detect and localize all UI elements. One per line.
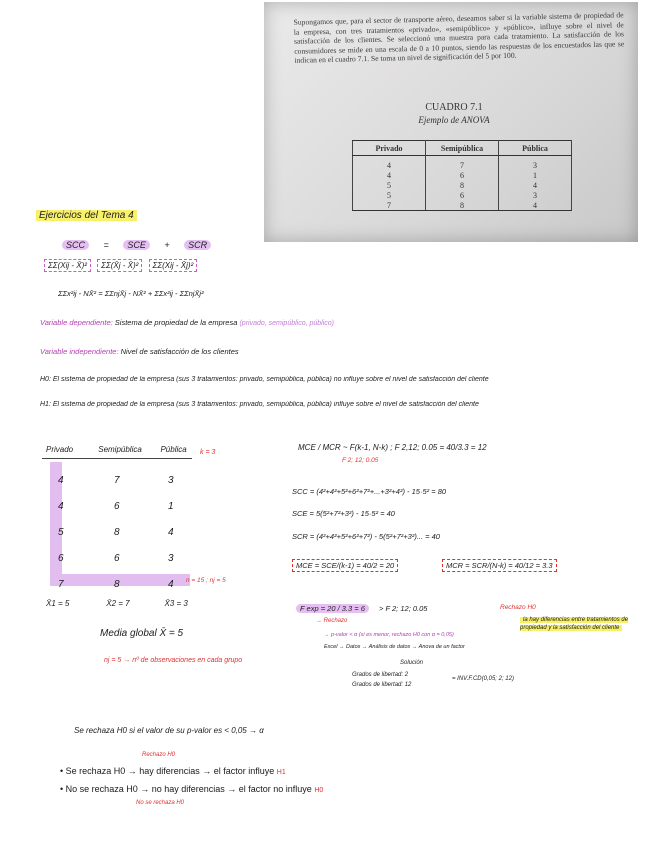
var-independiente: Variable independiente: Nivel de satisfacción de los clientes — [40, 347, 239, 356]
nj-note: nj = 5 → nº de observaciones en cada grupo — [104, 657, 243, 664]
cuadro-title: CUADRO 7.1 — [425, 102, 483, 113]
side-note-4: Grados de libertad: 12 — [352, 682, 412, 688]
bullet-2: • No se rechaza H0 → no hay diferencias → el factor no influye H0 — [60, 784, 324, 794]
f-sub: F 2; 12; 0.05 — [342, 457, 379, 464]
anova-table — [352, 140, 572, 211]
table-rule — [42, 458, 192, 459]
cell: 3 — [499, 156, 572, 171]
table-row: 5 8 4 — [58, 527, 174, 538]
cell: 8 — [426, 200, 499, 211]
header-semipublica: Semipública — [426, 141, 499, 156]
table-row — [353, 190, 572, 200]
textbook-photo — [264, 2, 638, 242]
table-row: 6 6 3 — [58, 553, 174, 564]
table-row — [353, 170, 572, 180]
expanded-formula: ΣΣx²ij - NX̄² = ΣΣnjX̄j - NX̄² + ΣΣx²ij - ΣΣnjX̄j² — [58, 289, 204, 298]
f-ratio: MCE / MCR ~ F(k-1, N-k) ; F 2,12; 0.05 = 40/3.3 = 12 — [298, 443, 487, 452]
mcr-box: MCR = SCR/(N-k) = 40/12 = 3.3 — [442, 561, 557, 570]
cell: 7 — [426, 156, 499, 171]
cell: 7 — [353, 200, 426, 211]
cell: 6 — [426, 190, 499, 200]
conclusion: la hay diferencias entre tratamientos de propiedad y la satisfacción del cliente — [520, 617, 629, 631]
rechaza-line: Se rechaza H0 si el valor de su p-valor es < 0,05 → α — [74, 726, 264, 735]
left-table-body — [58, 468, 174, 598]
hypothesis-h0: H0: El sistema de propiedad de la empresa (sus 3 tratamientos: privado, semipública, pública) no influye sobre el nivel de satisfacción del cliente — [40, 376, 489, 383]
cell: 5 — [353, 180, 426, 190]
cell: 4 — [353, 156, 426, 171]
table-row — [353, 156, 572, 171]
bullet-dot: • — [60, 766, 64, 776]
notes-heading: Ejercicios del Tema 4 — [36, 210, 137, 221]
table-row — [353, 180, 572, 190]
n-note: n = 15 ; nj = 5 — [186, 577, 226, 584]
problem-statement: Supongamos que, para el sector de transporte aéreo, deseamos saber si la variable sistema de propiedad de la empresa, con tres tratamientos «privado», «semipúblico» y «público», influye sobre el nivel de satisfacción de los clientes. Se seleccionó una muestra para cada tratamiento. La satisfacción de los consumidores se mide en una escala de 0 a 10 puntos, siendo las respuestas de los encuestados las que se indican en el cuadro 7.1. Se toma un nivel de significación del 5 por 100. — [293, 10, 625, 66]
table-row: 7 8 4 — [58, 579, 174, 590]
header-privado: Privado — [353, 141, 426, 156]
hypothesis-h1: H1: El sistema de propiedad de la empresa (sus 3 tratamientos: privado, semipública, pública) influye sobre el nivel de satisfacción del cliente — [40, 401, 479, 408]
side-note-2: Excel → Datos → Análisis de datos → Anova de un factor — [324, 644, 465, 650]
rechaza-tag: Rechazo H0 — [500, 604, 536, 611]
cell: 5 — [353, 190, 426, 200]
k-note: k = 3 — [200, 449, 216, 456]
group-means: X̄1 = 5 X̄2 = 7 X̄3 = 3 — [46, 599, 188, 608]
table-row: 4 6 1 — [58, 501, 174, 512]
cell: 4 — [499, 180, 572, 190]
scr-calc: SCR = (4²+4²+5²+6²+7²) - 5(5²+7²+3²)... = 40 — [292, 532, 440, 541]
left-table-headers: Privado Semipública Pública — [46, 445, 187, 454]
cell: 4 — [499, 200, 572, 211]
cell: 4 — [353, 170, 426, 180]
var-dependiente: Variable dependiente: Sistema de propiedad de la empresa (privado, semipúblico, público) — [40, 318, 335, 327]
table-header-row — [353, 141, 572, 156]
grand-mean: Media global X̄ = 5 — [100, 628, 184, 639]
bullet-dot: • — [60, 784, 64, 794]
solucion-label: Solución — [400, 660, 424, 666]
bullet1-tag: Rechazo H0 — [142, 752, 176, 758]
red-note: → Rechazo — [316, 618, 348, 624]
bullet2-tag: No se rechaza H0 — [136, 800, 185, 806]
cuadro-subtitle: Ejemplo de ANOVA — [418, 115, 490, 125]
mce-box: MCE = SCE/(k-1) = 40/2 = 20 — [292, 561, 398, 570]
table-row: 4 7 3 — [58, 475, 174, 486]
cell: 1 — [499, 170, 572, 180]
f-result: F exp = 20 / 3.3 = 6 > F 2; 12; 0.05 — [296, 604, 427, 613]
cell: 3 — [499, 190, 572, 200]
header-publica: Pública — [499, 141, 572, 156]
side-note-1: → p-valor < α (si es menor, rechazo H0 con α = 0,05) — [324, 632, 454, 638]
sce-calc: SCE = 5(5²+7²+3²) - 15·5² = 40 — [292, 509, 395, 518]
cell: 6 — [426, 170, 499, 180]
table-row — [353, 200, 572, 211]
scc-equation: SCC = SCE + SCR — [62, 240, 211, 250]
side-note-5: = INV.F.CD(0,05; 2; 12) — [452, 676, 514, 682]
side-note-3: Grados de libertad: 2 — [352, 672, 409, 678]
cell: 8 — [426, 180, 499, 190]
bullet-1: • Se rechaza H0 → hay diferencias → el factor influye H1 — [60, 766, 286, 776]
scc-calc: SCC = (4²+4²+5²+6²+7²+...+3²+4²) - 15·5² = 80 — [292, 487, 447, 496]
scc-terms: ΣΣ(Xij - X̄)² ΣΣ(X̄j - X̄)² ΣΣ(Xij - X̄j)² — [44, 261, 197, 270]
